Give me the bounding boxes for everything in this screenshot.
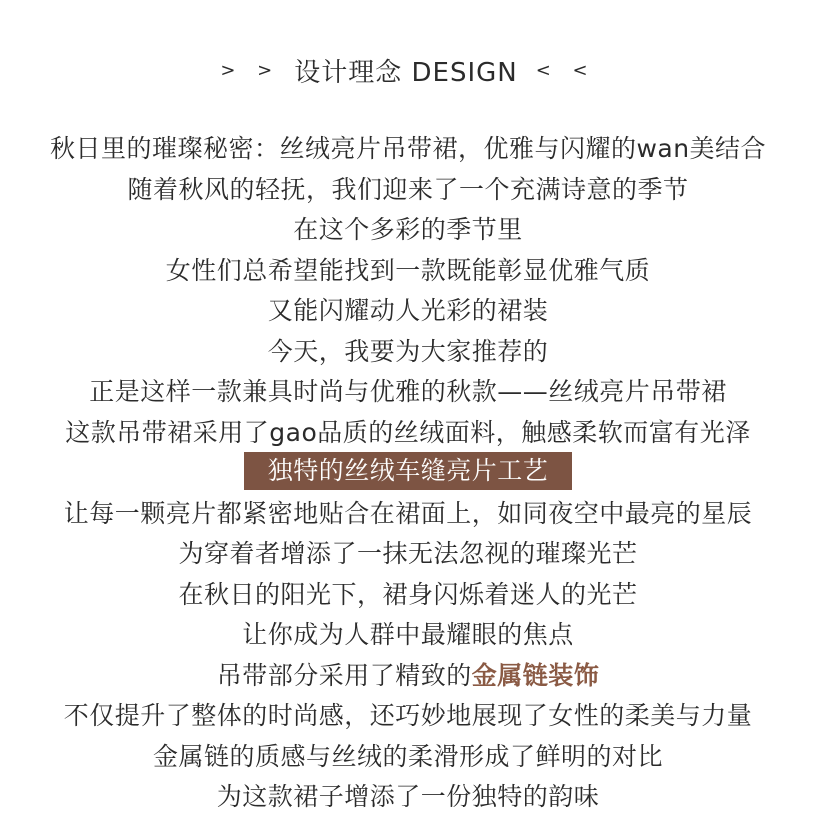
highlight-line-row bbox=[0, 451, 816, 492]
text-line: 秋日里的璀璨秘密：丝绒亮片吊带裙，优雅与闪耀的wan美结合 bbox=[49, 134, 767, 164]
text-line: 正是这样一款兼具时尚与优雅的秋款——丝绒亮片吊带裙 bbox=[89, 377, 727, 407]
accent-text: 金属链装饰 bbox=[471, 660, 600, 690]
highlight-box: 独特的丝绒车缝亮片工艺 bbox=[244, 452, 573, 490]
right-arrows-decoration: < < bbox=[535, 59, 596, 81]
accent-line-row bbox=[0, 654, 816, 695]
text-line: 为穿着者增添了一抹无法忽视的璀璨光芒 bbox=[178, 539, 638, 569]
text-line: 这款吊带裙采用了gao品质的丝绒面料，触感柔软而富有光泽 bbox=[65, 417, 751, 447]
text-line: 为这款裙子增添了一份独特的韵味 bbox=[216, 782, 600, 812]
accent-line-prefix: 吊带部分采用了精致的 bbox=[216, 660, 472, 690]
text-line: 不仅提升了整体的时尚感，还巧妙地展现了女性的柔美与力量 bbox=[63, 701, 753, 731]
left-arrows-decoration: > > bbox=[220, 59, 281, 81]
text-line: 金属链的质感与丝绒的柔滑形成了鲜明的对比 bbox=[152, 741, 663, 771]
text-line: 今天，我要为大家推荐的 bbox=[267, 336, 549, 366]
text-line: 又能闪耀动人光彩的裙装 bbox=[267, 296, 549, 326]
section-heading bbox=[0, 52, 816, 88]
description-text-block bbox=[0, 127, 816, 816]
text-line: 在这个多彩的季节里 bbox=[293, 215, 523, 245]
section-title: 设计理念 DESIGN bbox=[294, 57, 518, 88]
text-line: 在秋日的阳光下，裙身闪烁着迷人的光芒 bbox=[178, 579, 638, 609]
text-line: 随着秋风的轻抚，我们迎来了一个充满诗意的季节 bbox=[127, 174, 689, 204]
text-line: 让你成为人群中最耀眼的焦点 bbox=[242, 620, 574, 650]
text-line: 女性们总希望能找到一款既能彰显优雅气质 bbox=[165, 255, 651, 285]
text-line: 让每一颗亮片都紧密地贴合在裙面上，如同夜空中最亮的星辰 bbox=[63, 498, 753, 528]
